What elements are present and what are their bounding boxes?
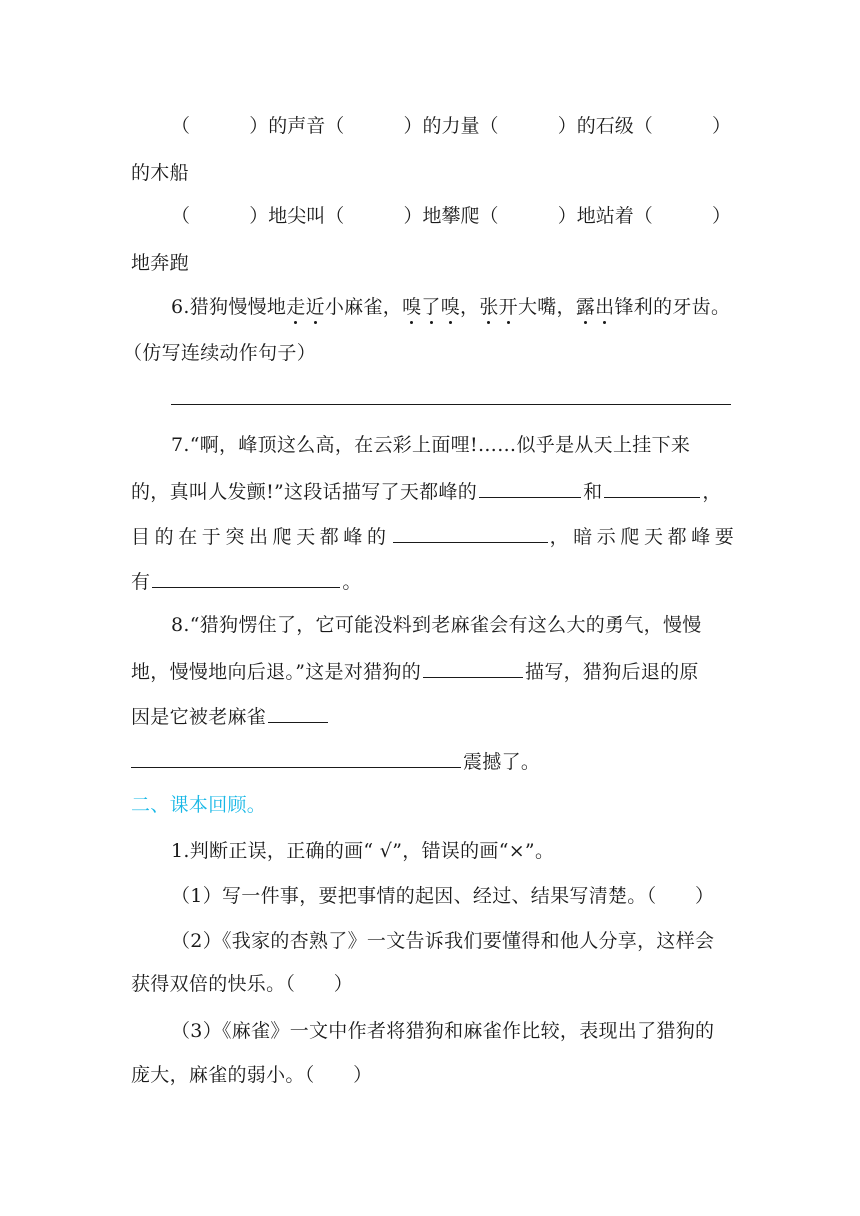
text-segment: 。 xyxy=(342,571,362,593)
section-title: 二、课本回顾。 xyxy=(131,794,267,816)
answer-blank[interactable] xyxy=(131,749,461,768)
answer-line[interactable] xyxy=(171,404,731,405)
emphasis-char: 露 xyxy=(575,296,596,318)
emphasis-char: 近 xyxy=(305,296,325,318)
question-8-line-3 xyxy=(131,704,330,729)
fill-item: （ xyxy=(171,115,191,137)
emphasis-char: 嗅 xyxy=(440,296,461,318)
answer-blank[interactable] xyxy=(479,479,581,498)
emphasis-char: 出 xyxy=(595,296,615,318)
text-segment: 目的在于突出爬天都峰的 xyxy=(131,526,391,548)
fill-row-1 xyxy=(171,114,731,138)
text-segment: 震撼了。 xyxy=(463,751,541,773)
question-8-line-1: 8.“猎狗愣住了，它可能没料到老麻雀会有这么大的勇气，慢慢 xyxy=(171,614,702,636)
fill-item: ）地攀爬（ xyxy=(403,205,499,227)
fill-item: ）的力量（ xyxy=(403,115,499,137)
answer-blank[interactable] xyxy=(268,704,328,723)
fill-item: ） xyxy=(711,115,731,137)
fill-row-1-tail: 的木船 xyxy=(131,162,189,184)
text-segment: 地，慢慢地向后退。”这是对猎狗的 xyxy=(131,661,422,683)
fill-item: ） xyxy=(711,205,731,227)
emphasis-char: 走 xyxy=(286,296,306,318)
answer-blank[interactable] xyxy=(393,524,548,543)
emphasis-char: 了 xyxy=(421,296,441,318)
fill-row-2 xyxy=(171,204,731,228)
judge-item-2-line-1: （2）《我家的杏熟了》一文告诉我们要懂得和他人分享，这样会 xyxy=(171,930,715,952)
emphasis-char: 张 xyxy=(479,296,499,318)
answer-blank[interactable] xyxy=(604,479,700,498)
text-segment: 小麻雀， xyxy=(324,296,403,318)
fill-item: ）地尖叫（ xyxy=(249,205,345,227)
question-7-line-3 xyxy=(131,524,738,549)
emphasis-char: 嗅 xyxy=(402,296,422,318)
emphasis-char: 开 xyxy=(498,296,518,318)
text-segment: 和 xyxy=(583,481,603,503)
text-segment: 猎狗慢慢地 xyxy=(189,296,287,318)
question-6-note: （仿写连续动作句子） xyxy=(123,342,317,364)
answer-blank[interactable] xyxy=(152,569,340,588)
text-segment: 描写，猎狗后退的原 xyxy=(525,661,699,683)
question-number: 6. xyxy=(171,296,190,318)
fill-item: ）的声音（ xyxy=(249,115,345,137)
question-6 xyxy=(171,295,730,319)
text-segment: 锋利的牙齿。 xyxy=(614,296,731,318)
question-7-line-1: 7.“啊，峰顶这么高，在云彩上面哩!……似乎是从天上挂下来 xyxy=(171,434,691,456)
fill-row-2-tail: 地奔跑 xyxy=(131,252,189,274)
judge-item-1: （1）写一件事，要把事情的起因、经过、结果写清楚。（ ） xyxy=(171,885,715,907)
answer-blank[interactable] xyxy=(423,659,523,678)
judge-item-2-line-2: 获得双倍的快乐。（ ） xyxy=(131,973,354,995)
fill-item: ）地站着（ xyxy=(557,205,653,227)
text-segment: 因是它被老麻雀 xyxy=(131,706,267,728)
section-2-question-1: 1.判断正误，正确的画“ √”，错误的画“×”。 xyxy=(171,840,555,862)
fill-item: （ xyxy=(171,205,191,227)
judge-item-3-line-2: 庞大，麻雀的弱小。（ ） xyxy=(131,1064,373,1086)
judge-item-3-line-1: （3）《麻雀》一文中作者将猎狗和麻雀作比较，表现出了猎狗的 xyxy=(171,1020,715,1042)
text-segment: ，暗示爬天都峰要 xyxy=(549,526,739,548)
question-8-line-2 xyxy=(131,659,699,684)
question-8-line-4 xyxy=(131,749,540,774)
fill-item: ）的石级（ xyxy=(557,115,653,137)
text-segment: 的，真叫人发颤!”这段话描写了天都峰的 xyxy=(131,481,478,503)
text-segment: 大嘴， xyxy=(517,296,576,318)
text-segment: ， xyxy=(460,296,480,318)
question-7-line-2 xyxy=(131,479,722,504)
text-segment: ， xyxy=(702,481,722,503)
text-segment: 有 xyxy=(131,571,151,593)
question-7-line-4 xyxy=(131,569,362,594)
